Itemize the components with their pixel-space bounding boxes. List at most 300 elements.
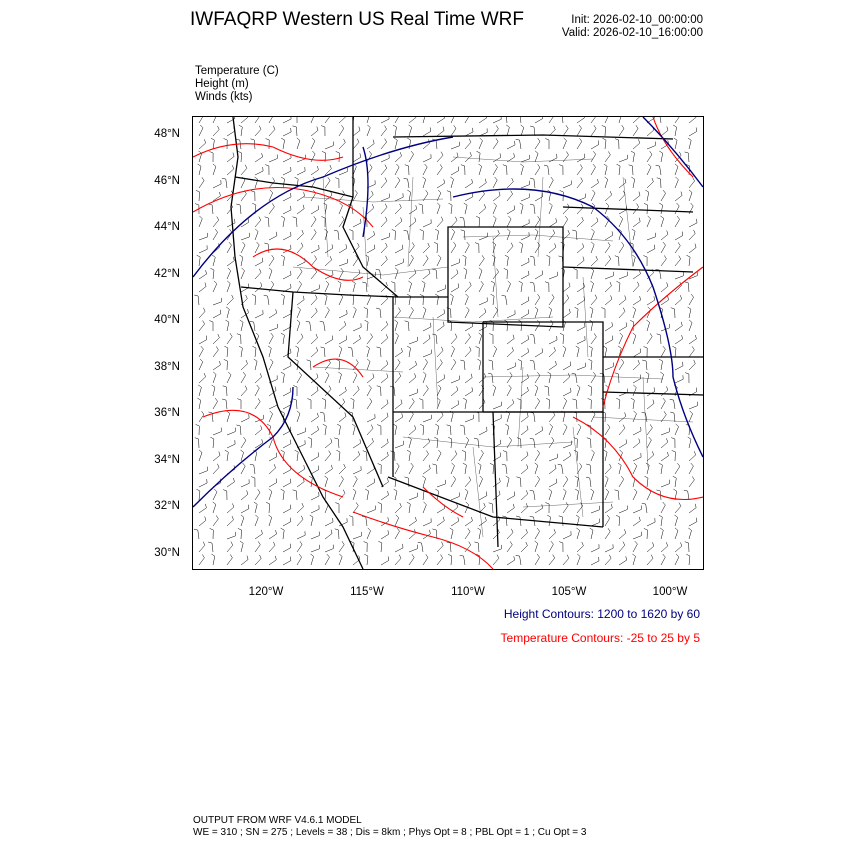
wind-barb [423, 451, 429, 462]
wind-barb [591, 229, 594, 240]
wind-barb [395, 204, 401, 214]
wind-barb [451, 259, 459, 266]
wind-barb [577, 117, 584, 123]
wind-barb [647, 424, 652, 435]
wind-barb [353, 190, 357, 201]
wind-barb [549, 489, 552, 500]
wind-barb [575, 489, 578, 500]
wind-barb [423, 350, 431, 357]
wind-barb [297, 465, 305, 474]
wind-barb [563, 531, 571, 539]
wind-barb [353, 323, 361, 331]
wind-barb [507, 153, 515, 162]
wind-barb [407, 346, 410, 357]
wind-barb [563, 373, 570, 383]
wind-barb [367, 414, 375, 422]
wind-barb [521, 155, 530, 162]
wind-barb [490, 463, 494, 474]
wind-barb [661, 452, 668, 461]
wind-barb [437, 164, 442, 175]
wind-barb [409, 373, 416, 383]
wind-barb [437, 542, 443, 552]
wind-barb [507, 191, 513, 202]
wind-barb [409, 517, 416, 526]
wind-barb [405, 321, 409, 331]
wind-barb [311, 387, 318, 396]
wind-barb [535, 504, 543, 513]
wind-barb [311, 554, 314, 565]
wind-barb [423, 307, 426, 318]
wind-barb [647, 233, 655, 240]
ks-ok-border [603, 357, 703, 395]
wind-barb [311, 334, 318, 344]
wind-barb [339, 321, 346, 331]
wind-barb [310, 515, 313, 526]
wind-barb [199, 359, 203, 370]
wind-barb [241, 450, 244, 461]
wind-barb [297, 138, 300, 149]
wind-barb [376, 269, 381, 279]
wind-barb [589, 359, 593, 370]
wind-barb [465, 517, 472, 526]
wind-barb [407, 450, 411, 461]
wind-barb [661, 231, 668, 241]
wind-barb [465, 437, 469, 448]
wind-barb [560, 333, 564, 344]
wind-barb [633, 282, 639, 292]
wind-barb [325, 177, 330, 188]
wind-barb [241, 490, 248, 500]
wind-barb [381, 139, 387, 150]
wind-barb [311, 545, 319, 552]
wind-barb [563, 295, 569, 305]
wind-barb [590, 307, 593, 318]
wind-barb [339, 387, 346, 396]
wind-barb [395, 528, 400, 539]
wind-barb [460, 425, 465, 435]
wind-barb [633, 349, 641, 358]
wind-barb [423, 270, 430, 280]
wind-barb [546, 398, 550, 409]
wind-barb [437, 255, 441, 266]
wind-barb [325, 545, 333, 552]
wind-barb [615, 256, 619, 266]
wind-barb [616, 281, 620, 292]
wind-barb [521, 464, 528, 474]
wind-barb [381, 400, 388, 409]
map-plot [192, 116, 704, 570]
wind-barb [647, 216, 651, 227]
wind-barb [269, 126, 275, 136]
wind-barb [461, 165, 465, 175]
wind-barb [353, 439, 361, 448]
wind-barb [196, 190, 200, 201]
wind-barb [255, 217, 261, 227]
wind-barb [395, 503, 401, 513]
wind-barb [437, 347, 443, 357]
wind-barb [535, 216, 540, 227]
wind-barb [339, 294, 343, 305]
wind-barb [325, 451, 331, 461]
wind-barb [339, 476, 344, 487]
wind-barb [647, 542, 654, 552]
wind-barb [269, 479, 277, 488]
wind-barb [283, 362, 291, 370]
wind-barb [507, 206, 515, 215]
wind-barb [227, 257, 234, 266]
wind-barb [563, 204, 569, 214]
wind-barb [631, 151, 635, 162]
wind-barb [241, 117, 248, 123]
wind-barb [311, 532, 319, 539]
wind-barb [549, 424, 553, 435]
wind-barb [437, 179, 445, 188]
wind-barb [325, 281, 329, 292]
wind-barb [521, 271, 529, 279]
wind-barb [408, 437, 411, 448]
wind-barb [535, 554, 540, 565]
wind-barb [646, 372, 649, 383]
wind-barb [632, 554, 635, 565]
wind-barb [311, 347, 318, 357]
wind-barb [563, 398, 567, 409]
lat-label: 44°N [154, 221, 180, 233]
wind-barb [549, 218, 557, 227]
wind-barb [197, 398, 200, 409]
wind-barb [451, 386, 458, 396]
wind-barb [407, 294, 411, 305]
wind-barb [283, 167, 291, 175]
wind-barb [563, 452, 571, 461]
wind-barb [605, 555, 611, 565]
wind-barb [381, 217, 387, 227]
wind-barb [335, 529, 339, 539]
wind-barb [297, 243, 303, 253]
wind-barb [297, 372, 302, 383]
wind-barb [521, 413, 528, 422]
wind-barb [339, 541, 344, 552]
wind-barb [577, 323, 585, 331]
wind-barb [521, 258, 529, 266]
wind-barb [479, 179, 486, 188]
lat-label: 48°N [154, 128, 180, 140]
wind-barb [572, 399, 577, 409]
wind-barb [605, 231, 613, 240]
wind-barb [520, 203, 523, 214]
wind-barb [563, 476, 568, 487]
wind-barb [367, 438, 374, 448]
wind-barb [521, 503, 528, 513]
wind-barb [339, 464, 345, 474]
wind-barb [419, 204, 423, 214]
wind-barb [409, 307, 414, 318]
wind-barb [577, 385, 580, 396]
wind-barb [605, 272, 614, 279]
wind-barb [321, 217, 325, 228]
lat-label: 36°N [154, 407, 180, 419]
wind-barb [572, 230, 577, 240]
wind-barb [381, 233, 390, 240]
wind-barb [465, 307, 469, 318]
wind-barb [381, 452, 388, 461]
wind-barb [395, 441, 404, 448]
wind-barb [586, 477, 591, 487]
wind-barb [549, 126, 555, 136]
wind-barb [254, 502, 257, 513]
wind-barb [252, 346, 256, 357]
wind-barb [422, 117, 425, 123]
wind-barb [269, 203, 274, 214]
wind-barb [409, 545, 417, 552]
wind-barb [675, 503, 681, 513]
wind-barb [367, 479, 375, 488]
wind-barb [530, 282, 535, 292]
wind-barb [241, 268, 245, 279]
wind-barb [297, 554, 302, 565]
wind-barb [224, 139, 228, 150]
wind-barb [591, 268, 594, 279]
wind-barb [311, 117, 315, 123]
wind-barb [409, 255, 414, 266]
wind-barb [283, 479, 291, 487]
wind-barb [293, 386, 297, 397]
wind-barb [213, 372, 216, 383]
wind-barb [591, 544, 599, 552]
wind-barb [530, 438, 535, 448]
wind-barb [544, 165, 549, 175]
wind-barb [227, 165, 234, 175]
wind-barb [283, 544, 291, 552]
wind-barb [563, 138, 567, 149]
wind-barb [670, 399, 675, 409]
wind-barb [222, 399, 227, 409]
wind-barb [381, 334, 388, 344]
wind-barb [647, 151, 652, 162]
wind-barb [423, 154, 431, 162]
wind-barb [268, 346, 271, 357]
wind-barb [521, 232, 529, 240]
wind-barb [311, 256, 317, 267]
wind-barb [241, 414, 249, 422]
wind-barb [591, 506, 600, 513]
wind-barb [659, 359, 663, 370]
wind-barb [563, 181, 571, 189]
wind-barb [381, 374, 388, 384]
wind-barb [535, 294, 540, 305]
wind-barb [325, 554, 330, 565]
wind-barb [409, 463, 413, 474]
wind-barb [591, 151, 596, 162]
wind-barb [325, 530, 332, 539]
wind-barb [633, 125, 638, 136]
wind-barb [549, 454, 558, 461]
field-height: Height (m) [195, 78, 249, 90]
wind-barb [647, 387, 655, 396]
wind-barb [549, 307, 552, 318]
wind-barb [423, 243, 429, 253]
wind-barb [618, 117, 621, 123]
wind-barb [255, 385, 259, 396]
wind-barb [339, 117, 346, 123]
wind-barb [283, 154, 291, 162]
wind-barb [264, 295, 269, 305]
wind-barb [521, 542, 527, 552]
wind-barb [423, 177, 426, 188]
wind-barb [603, 138, 607, 149]
wind-barb [647, 437, 651, 448]
wind-barb [661, 398, 665, 409]
wind-barb [633, 541, 637, 552]
wind-barb [297, 428, 305, 435]
wind-barb [675, 542, 682, 552]
wind-barb [451, 217, 457, 227]
wind-barb [479, 138, 483, 149]
wind-barb [574, 438, 578, 449]
wind-barb [675, 164, 678, 175]
wind-barb [661, 346, 665, 357]
wind-barb [502, 295, 507, 305]
wind-barb [297, 478, 304, 487]
wind-barb [507, 492, 515, 500]
wind-barb [575, 307, 579, 318]
wind-barb [507, 281, 511, 292]
wind-barb [688, 528, 691, 539]
wind-barb [563, 388, 571, 396]
wind-barb [222, 178, 227, 188]
wind-barb [255, 153, 263, 162]
wind-barb [269, 232, 277, 240]
wind-barb [365, 489, 368, 500]
model-info [193, 815, 586, 839]
wind-barb [689, 476, 694, 487]
wind-barb [366, 346, 369, 357]
wind-barb [685, 373, 689, 383]
wind-barb [241, 372, 246, 383]
wind-barb [619, 425, 625, 435]
wind-barb [689, 504, 696, 513]
lat-label: 34°N [154, 453, 180, 466]
wind-barb [479, 308, 486, 318]
wind-barb [451, 334, 457, 344]
wind-barb [418, 542, 423, 552]
wind-barb [617, 164, 621, 175]
wind-barb [324, 229, 327, 240]
wind-barb [283, 388, 291, 396]
wind-barb [199, 177, 204, 188]
wind-barb [633, 385, 636, 396]
wind-barb [297, 167, 305, 175]
wind-barb [266, 139, 270, 150]
wind-barb [633, 439, 640, 449]
wind-barb [227, 127, 235, 136]
wind-barb [507, 310, 515, 318]
wind-barb [297, 230, 303, 240]
wind-barb [619, 125, 624, 136]
wind-barb [572, 373, 577, 383]
wind-barb [619, 333, 623, 344]
wind-barb [460, 555, 465, 565]
wind-barb [283, 206, 291, 214]
wind-barb [213, 361, 220, 370]
wind-barb [516, 555, 521, 565]
wind-barb [255, 426, 262, 436]
wind-barb [591, 256, 598, 266]
wind-barb [689, 294, 694, 305]
wind-barb [675, 117, 680, 123]
wind-barb [563, 502, 568, 513]
wind-barb [297, 320, 300, 331]
wind-barb [689, 178, 695, 189]
wind-barb [283, 232, 291, 240]
wind-barb [460, 217, 465, 227]
wind-barb [350, 294, 354, 305]
wind-barb [619, 323, 627, 332]
wind-barb [269, 411, 273, 422]
wind-barb [504, 268, 508, 279]
wind-barb [409, 425, 416, 435]
wind-barb [689, 190, 692, 201]
wind-barb [493, 117, 501, 123]
lat-label: 40°N [154, 314, 180, 326]
wind-barb [577, 363, 585, 370]
wind-barb [590, 528, 593, 539]
wind-barb [521, 452, 528, 462]
wind-barb [577, 204, 583, 214]
wind-barb [405, 165, 409, 175]
wind-barb [281, 333, 285, 344]
wind-barb [393, 424, 396, 435]
wind-barb [297, 192, 305, 201]
wind-barb [227, 532, 236, 539]
wind-barb [251, 477, 255, 487]
wind-barb [464, 203, 467, 214]
wind-barb [311, 295, 317, 305]
wind-barb [521, 297, 529, 305]
wind-barb [488, 373, 493, 383]
wind-barb [475, 243, 479, 253]
wind-barb [489, 334, 493, 345]
wind-barb [451, 451, 457, 461]
wind-barb [381, 557, 389, 566]
wind-barb [619, 308, 625, 318]
wind-barb [339, 310, 347, 318]
wind-barb [633, 411, 637, 422]
wind-barb [479, 450, 484, 461]
wind-barb [689, 128, 697, 137]
wind-barb [381, 439, 388, 448]
wind-barb [227, 411, 230, 422]
wind-barb [363, 451, 367, 461]
wind-barb [675, 335, 683, 344]
wind-barb [236, 425, 241, 435]
wind-barb [549, 336, 557, 344]
wind-barb [549, 243, 556, 253]
wind-barb [240, 541, 243, 552]
wind-barb [474, 542, 479, 552]
wind-barb [521, 490, 528, 500]
init-time: Init: 2026-02-10_00:00:00 [571, 14, 703, 26]
wind-barb [535, 541, 538, 552]
wind-barb [409, 151, 414, 162]
wind-barb [339, 554, 342, 565]
wind-barb [605, 151, 610, 162]
wind-barb [633, 139, 640, 149]
wind-barb [283, 193, 291, 201]
wind-barb [213, 428, 221, 435]
wind-barb [409, 554, 414, 565]
wind-barb [563, 309, 570, 318]
wind-barb [376, 308, 381, 318]
